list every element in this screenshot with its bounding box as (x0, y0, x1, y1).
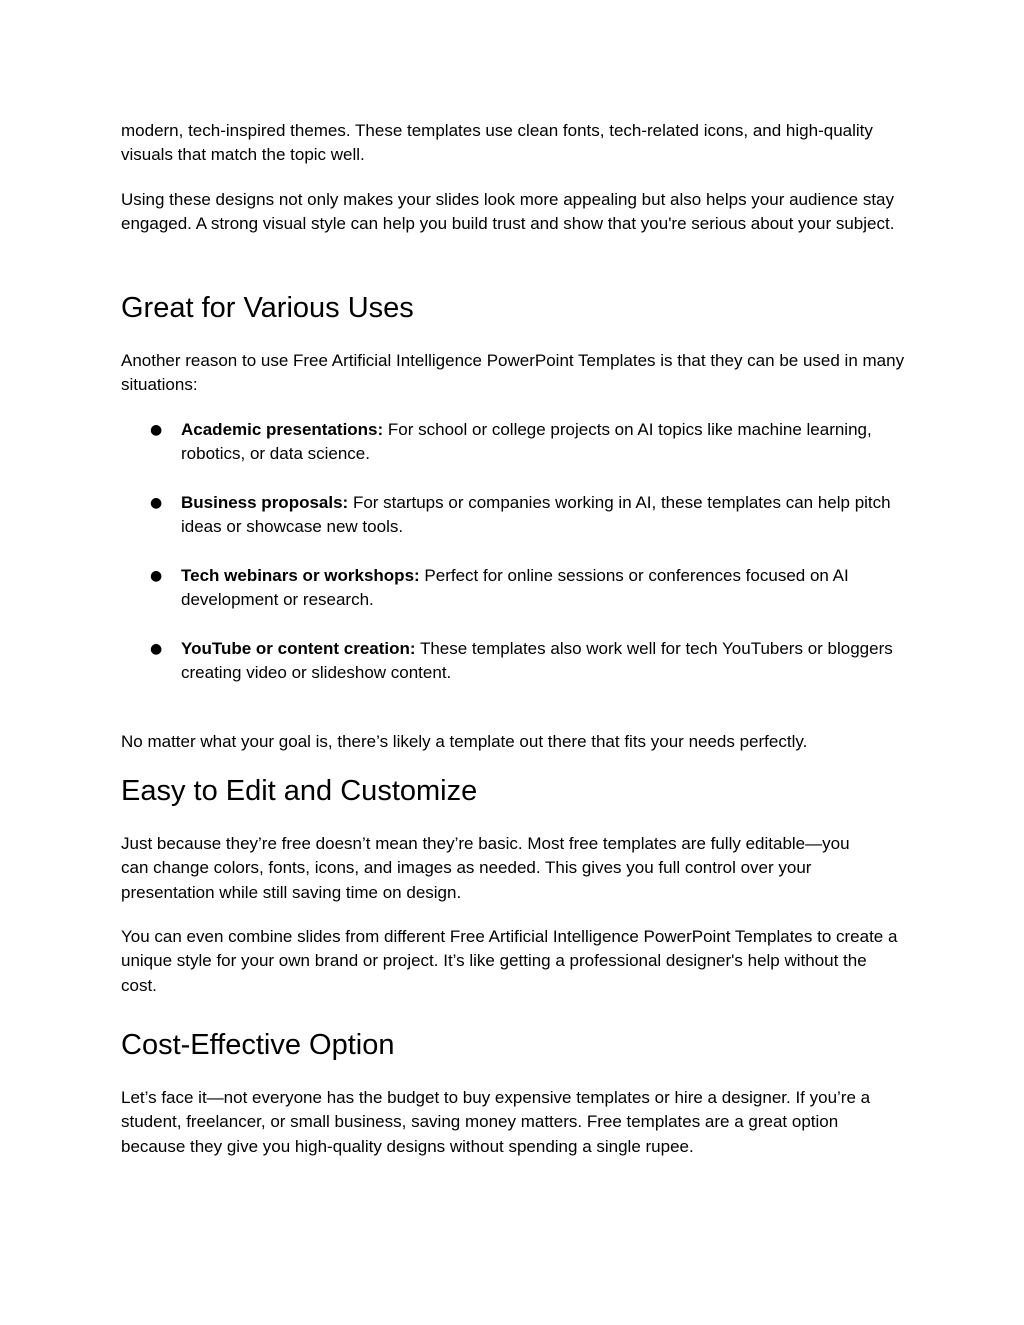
list-item-text: For school or college projects on AI topics like machine learning, robotics, or data science. (181, 420, 872, 464)
list-item-academic (181, 418, 901, 467)
heading-edit-customize: Easy to Edit and Customize (121, 775, 478, 807)
bullet-marker: ● (150, 495, 163, 511)
list-item-label: Academic presentations: (181, 420, 384, 439)
list-item-text: Perfect for online sessions or conferences focused on AI development or research. (181, 566, 849, 610)
paragraph-uses-intro: Another reason to use Free Artificial Intelligence PowerPoint Templates is that they can be used in many situations: (121, 351, 905, 395)
list-item-business (181, 491, 901, 540)
paragraph-cost: Let’s face it—not everyone has the budget to buy expensive templates or hire a designer. If you’re a student, freelancer, or small business, saving money matters. Free templates are a great option because they give you high-quality designs without spending a single rupee. (121, 1088, 871, 1156)
paragraph-themes-text: modern, tech-inspired themes. These templates use clean fonts, tech-related icons, and high-quality visuals that match the topic well. (121, 121, 873, 165)
paragraph-combine-slides: You can even combine slides from different Free Artificial Intelligence PowerPoint Templates to create a unique style for your own brand or project. It’s like getting a professional designer's help without the cost. (121, 927, 898, 995)
heading-various-uses: Great for Various Uses (121, 292, 414, 324)
list-item-label: Business proposals: (181, 493, 349, 512)
bullet-marker: ● (150, 422, 163, 438)
paragraph-editable: Just because they’re free doesn’t mean they’re basic. Most free templates are fully editable—you can change colors, fonts, icons, and images as needed. This gives you full control over your presentation while still saving time on design. (121, 834, 850, 902)
list-item-youtube (181, 637, 901, 686)
list-item-text: For startups or companies working in AI, these templates can help pitch ideas or showcase new tools. (181, 493, 891, 537)
heading-cost-effective: Cost-Effective Option (121, 1029, 395, 1061)
paragraph-themes (121, 119, 911, 168)
paragraph-engagement-text: Using these designs not only makes your slides look more appealing but also helps your audience stay engaged. A strong visual style can help you build trust and show that you're serious about your subject. (121, 190, 895, 234)
bullet-marker: ● (150, 641, 163, 657)
list-item-label: YouTube or content creation: (181, 639, 416, 658)
paragraph-uses-outro: No matter what your goal is, there’s likely a template out there that fits your needs perfectly. (121, 732, 808, 751)
paragraph-engagement (121, 188, 911, 237)
bullet-marker: ● (150, 568, 163, 584)
list-item-text: These templates also work well for tech YouTubers or bloggers creating video or slideshow content. (181, 639, 893, 683)
list-item-label: Tech webinars or workshops: (181, 566, 420, 585)
list-item-webinars (181, 564, 901, 613)
